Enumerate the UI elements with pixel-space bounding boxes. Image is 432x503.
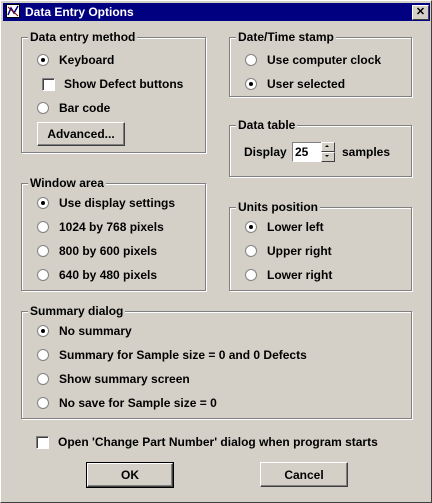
spin-down-icon [322,153,332,159]
spin-up-button[interactable] [321,142,335,152]
summary-dialog-legend: Summary dialog [30,304,124,318]
close-button[interactable] [412,5,429,20]
datetime-stamp-legend: Date/Time stamp [238,30,334,44]
radio-unselected-icon [37,245,49,257]
640-by-480-label: 640 by 480 pixels [59,268,158,282]
user-selected-label: User selected [267,77,346,91]
radio-selected-icon [37,197,49,209]
radio-unselected-icon [245,269,257,281]
advanced-label: Advanced... [47,127,115,141]
app-icon [6,4,20,18]
spin-down-button[interactable] [321,152,335,162]
no-save-label: No save for Sample size = 0 [59,396,217,410]
cancel-button[interactable] [260,462,348,487]
close-icon: ✕ [415,6,426,18]
window-area-legend: Window area [30,176,104,190]
spin-up-icon [322,143,332,149]
advanced-button[interactable] [37,122,125,146]
data-entry-method-legend: Data entry method [30,30,136,44]
radio-unselected-icon [37,349,49,361]
summary-dialog-group [21,304,412,419]
radio-unselected-icon [37,102,49,114]
units-position-group [229,200,412,291]
no-summary-label: No summary [59,324,132,338]
data-entry-method-group [21,30,206,153]
radio-selected-icon [37,54,49,66]
window-title: Data Entry Options [25,5,134,19]
units-position-legend: Units position [238,200,318,214]
keyboard-label: Keyboard [59,53,115,67]
radio-selected-icon [245,221,257,233]
bar-code-label: Bar code [59,101,111,115]
checkbox-box [42,78,55,91]
800-by-600-label: 800 by 600 pixels [59,244,158,258]
radio-unselected-icon [245,54,257,66]
use-computer-clock-label: Use computer clock [267,53,382,67]
radio-unselected-icon [37,373,49,385]
ok-button[interactable] [87,463,173,487]
lower-right-label: Lower right [267,268,333,282]
radio-unselected-icon [37,221,49,233]
1024-by-768-label: 1024 by 768 pixels [59,220,164,234]
samples-label: samples [342,145,391,159]
radio-unselected-icon [37,397,49,409]
window-area-group [21,176,206,291]
radio-unselected-icon [37,269,49,281]
checkbox-box [36,436,49,449]
data-table-legend: Data table [238,118,296,132]
lower-left-label: Lower left [267,220,324,234]
radio-selected-icon [37,325,49,337]
open-change-part-label: Open 'Change Part Number' dialog when program starts [58,435,378,449]
display-label: Display [244,145,287,159]
ok-label: OK [121,468,139,482]
use-display-settings-label: Use display settings [59,196,176,210]
summary-zero-defects-label: Summary for Sample size = 0 and 0 Defects [59,348,307,362]
radio-selected-icon [245,78,257,90]
data-table-group [229,118,412,177]
upper-right-label: Upper right [267,244,332,258]
datetime-stamp-group [229,30,412,97]
samples-input[interactable] [292,142,322,162]
title-bar[interactable] [3,3,430,21]
samples-value: 25 [295,145,309,159]
cancel-label: Cancel [284,467,324,482]
show-defect-buttons-label: Show Defect buttons [64,77,184,91]
show-summary-screen-label: Show summary screen [59,372,190,386]
radio-unselected-icon [245,245,257,257]
